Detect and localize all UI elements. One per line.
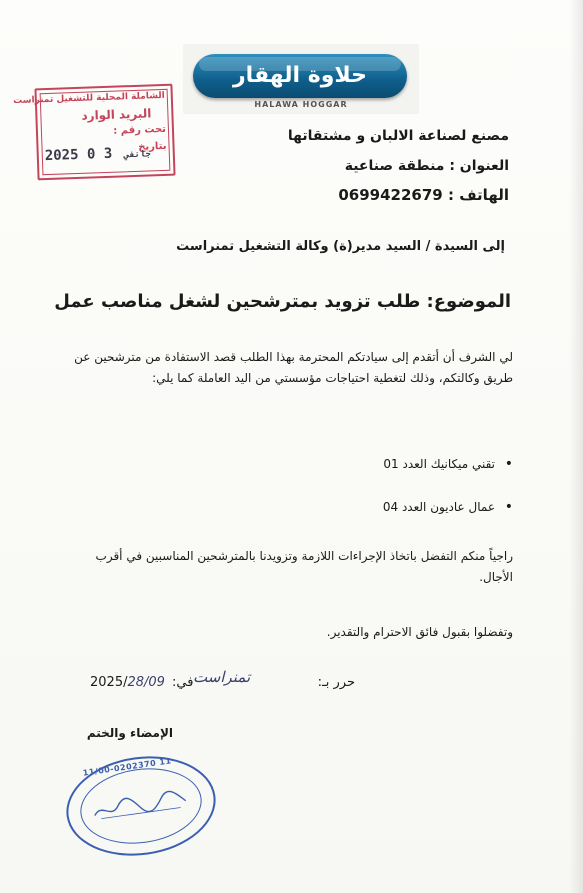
company-phone (209, 186, 509, 204)
received-stamp (12, 84, 175, 181)
signature-label: الإمضاء والختم (86, 726, 173, 740)
date-year: 2025/ (90, 675, 128, 690)
letter-subject: الموضوع: طلب تزويد بمترشحين لشغل مناصب عمل (54, 291, 511, 312)
page-edge-shadow (569, 0, 583, 893)
company-address: العنوان : منطقة صناعية (344, 158, 509, 174)
date-in-label: في: (172, 675, 194, 690)
phone-number: 0699422679 (338, 186, 443, 204)
company-seal (60, 747, 222, 865)
request-paragraph: راجياً منكم التفضل باتخاذ الإجراءات اللازمة وتزويدنا بالمترشحين المناسبين في أقرب الأجال. (95, 549, 513, 584)
stamp-date-month: جانفي (123, 149, 151, 161)
stamp-date-year: 2025 (44, 146, 79, 165)
stamp-agency-line: الشاملة المحلية للتشغيل تمنراست (12, 90, 165, 107)
company-logo (183, 44, 419, 114)
list-item: عمال عاديون العدد 04 • (245, 500, 495, 514)
place-date-line (90, 668, 355, 696)
logo-subtitle: HALAWA HOGGAR (254, 100, 348, 109)
logo-badge (193, 54, 407, 98)
stamp-number-label: تحت رقم : (113, 123, 167, 137)
recipient-line: إلى السيدة / السيد مدير(ة) وكالة التشغيل تمنراست (176, 239, 505, 254)
letter-date (90, 675, 165, 690)
list-item: تقني ميكانيك العدد 01 • (245, 457, 495, 471)
handwritten-place: تمنراست (193, 668, 251, 686)
stamp-date-label: بتاريخ (138, 140, 167, 153)
made-at-label: حرر بـ: (317, 675, 355, 690)
company-name: مصنع لصناعة الالبان و مشتقاتها (287, 128, 509, 144)
handwritten-date: 28/09 (127, 675, 165, 690)
stamp-date-day: 3 0 (86, 145, 113, 163)
phone-label: الهاتف : (447, 186, 509, 204)
logo-brand-text: حلاوة الهقار (233, 63, 367, 88)
seal-rim-text: 11/00-0202370 11 (82, 756, 173, 778)
intro-paragraph: لي الشرف أن أتقدم إلى سيادتكم المحترمة بهذا الطلب قصد الاستفادة من مترشحين عن طريق وكالتكم، وذلك لتغطية احتياجات مؤسستي من اليد العاملة كما يلي: (74, 350, 513, 385)
stamp-incoming-mail: البريد الوارد (81, 106, 152, 123)
closing-paragraph: وتفضلوا بقبول فائق الاحترام والتقدير. (326, 625, 513, 639)
